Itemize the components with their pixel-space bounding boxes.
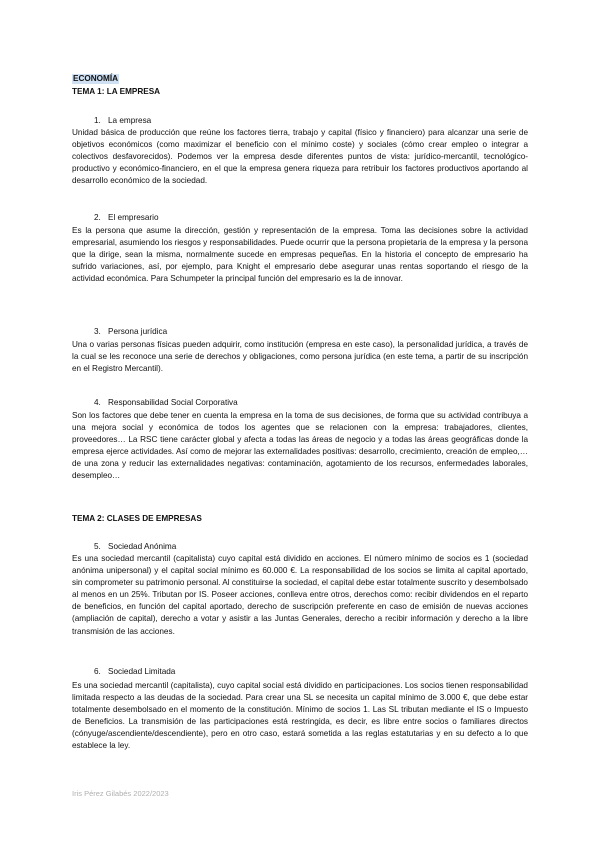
section-6-title: Sociedad Limitada (108, 667, 176, 676)
section-5-heading (94, 542, 176, 552)
tema-1-title: TEMA 1: LA EMPRESA (72, 87, 161, 96)
section-4-heading (94, 398, 238, 408)
section-3-paragraph: Una o varias personas físicas pueden adquirir, como institución (empresa en este caso), la personalidad jurídica, a través de la cual se les reconoce una serie de derechos y obligaciones, como persona jurídica (en este tema, a partir de su inscripción en el Registro Mercantil). (72, 340, 528, 374)
section-6-paragraph: Es una sociedad mercantil (capitalista), cuyo capital social está dividido en participaciones. Los socios tienen responsabilidad limitada respecto a las deudas de la sociedad. Para crear una SL se necesita un capital mínimo de 3.000 €, que debe estar totalmente desembolsado en el momento de la constitución. Mínimo de socios 1. Las SL tributan mediante el IS o Impuesto de Beneficios. La transmisión de las participaciones está restringida, es decir, es libre entre socios o familiares directos (cónyuge/ascendiente/descendiente), pero en otro caso, estará sometida a las reglas estatutarias y en su defecto a lo que establece la ley. (72, 681, 528, 751)
section-1-number: 1. (94, 116, 101, 125)
page-footer: Iris Pérez Gilabés 2022/2023 (72, 789, 169, 798)
section-5-number: 5. (94, 542, 101, 551)
section-6-number: 6. (94, 667, 101, 676)
section-2-number: 2. (94, 213, 101, 222)
section-1-heading (94, 116, 151, 126)
section-2-title: El empresario (108, 213, 159, 222)
section-3-number: 3. (94, 327, 101, 336)
section-4-title: Responsabilidad Social Corporativa (108, 398, 238, 407)
section-3-heading (94, 327, 167, 337)
section-4-paragraph: Son los factores que debe tener en cuenta la empresa en la toma de sus decisiones, de forma que su actividad contribuya a una mejora social y económica de todos los agentes que se relacionen con la empresa: trabajadores, clientes, proveedores… La RSC tiene carácter global y afecta a todas las áreas de negocio y a todas las áreas geográficas donde la empresa ejerce actividades. Así como de mejorar las externalidades positivas: desarrollo, crecimiento, creación de empleo,… de una zona y reducir las externalidades negativas: contaminación, agotamiento de los recursos, enfermedades laborales, desempleo… (72, 411, 528, 481)
section-6-heading (94, 667, 175, 677)
subject-title: ECONOMÍA (73, 74, 119, 83)
section-1-title: La empresa (108, 116, 152, 125)
section-3-title: Persona jurídica (108, 327, 168, 336)
section-2-paragraph: Es la persona que asume la dirección, gestión y representación de la empresa. Toma las decisiones sobre la actividad empresarial, asumiendo los riesgos y responsabilidades. Puede ocurrir que la persona propietaria de la empresa y la persona que la dirige, sean la misma, normalmente sucede en empresas pequeñas. En la historia el concepto de empresario ha sufrido variaciones, así, por ejemplo, para Knight el empresario debe asegurar unas rentas soportando el riesgo de la actividad económica. Para Schumpeter la principal función del empresario es la de innovar. (72, 226, 528, 284)
tema-2-title: TEMA 2: CLASES DE EMPRESAS (72, 514, 202, 523)
section-4-number: 4. (94, 398, 101, 407)
section-2-heading (94, 213, 159, 223)
section-1-paragraph: Unidad básica de producción que reúne los factores tierra, trabajo y capital (físico y financiero) para alcanzar una serie de objetivos económicos (como maximizar el beneficio con el mínimo coste) y sociales (cómo crear empleo o integrar a colectivos desfavorecidos). Podemos ver la empresa desde diferentes puntos de vista: jurídico-mercantil, tecnológico-productivo y económico-financiero, en el que la empresa genera riqueza para retribuir los factores productivos aportando al desarrollo económico de la sociedad. (72, 128, 528, 186)
section-5-paragraph: Es una sociedad mercantil (capitalista) cuyo capital está dividido en acciones. El número mínimo de socios es 1 (sociedad anónima unipersonal) y el capital social mínimo es 60.000 €. La responsabilidad de los socios se limita al capital aportado, sin comprometer su patrimonio personal. Al constituirse la sociedad, el capital debe estar totalmente suscrito y desembolsado al menos en un 25%. Tributan por IS. Poseer acciones, conlleva entre otros, derechos como: recibir dividendos en el reparto de beneficios, en función del capital aportado, derecho de suscripción preferente en caso de emisión de nuevas acciones (ampliación de capital), derecho a votar y asistir a las Juntas Generales, derecho a recibir información y derecho a la libre transmisión de las acciones. (72, 554, 528, 636)
section-5-title: Sociedad Anónima (108, 542, 177, 551)
